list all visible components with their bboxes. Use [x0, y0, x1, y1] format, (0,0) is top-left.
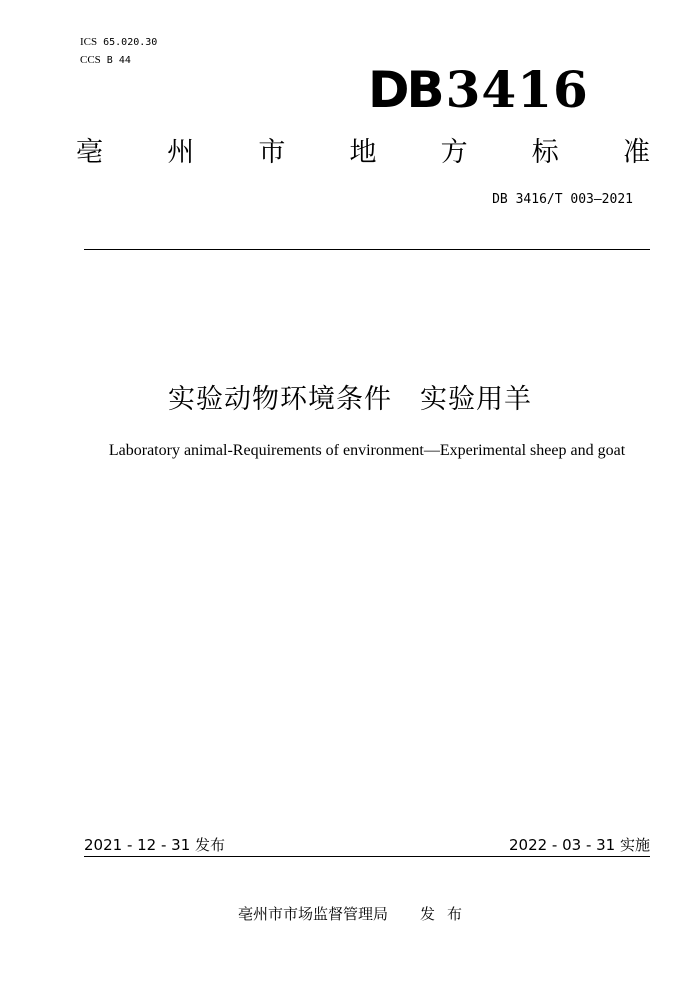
document-title-cn: [0, 382, 700, 418]
standard-type-char: 准: [622, 137, 650, 168]
title-cn-main: 实验动物环境条件: [168, 384, 392, 415]
standard-mark: [368, 62, 589, 118]
standard-type-heading: [76, 136, 650, 170]
document-title-en: Laboratory animal-Requirements of environment—Experimental sheep and goat: [108, 442, 626, 459]
ics-classification: [80, 35, 157, 50]
standard-type-char: 亳: [76, 137, 103, 168]
publisher: [238, 904, 474, 924]
title-cn-sub: 实验用羊: [420, 384, 532, 415]
standard-mark-code: 3416: [445, 60, 589, 119]
standard-type-char: 标: [531, 137, 559, 168]
ics-code: 65.020.30: [103, 37, 158, 48]
standard-type-char: 州: [167, 137, 195, 168]
issue-date: 2021 - 12 - 31 发布: [84, 836, 226, 854]
bottom-divider: [84, 856, 650, 857]
standard-type-char: 地: [349, 137, 377, 168]
standard-mark-letters: DB: [368, 61, 442, 119]
publisher-name: 亳州市市场监督管理局: [238, 905, 389, 923]
standard-number: DB 3416/T 003—2021: [492, 192, 633, 207]
implementation-date: 2022 - 03 - 31 实施: [508, 836, 650, 854]
ccs-classification: [80, 53, 131, 68]
standard-type-char: 市: [258, 137, 286, 168]
ccs-label: CCS: [80, 54, 101, 66]
top-divider: [84, 249, 650, 250]
publisher-action: 发布: [420, 905, 475, 923]
ics-label: ICS: [80, 36, 98, 48]
ccs-code: B 44: [106, 55, 131, 66]
standard-type-char: 方: [440, 137, 468, 168]
